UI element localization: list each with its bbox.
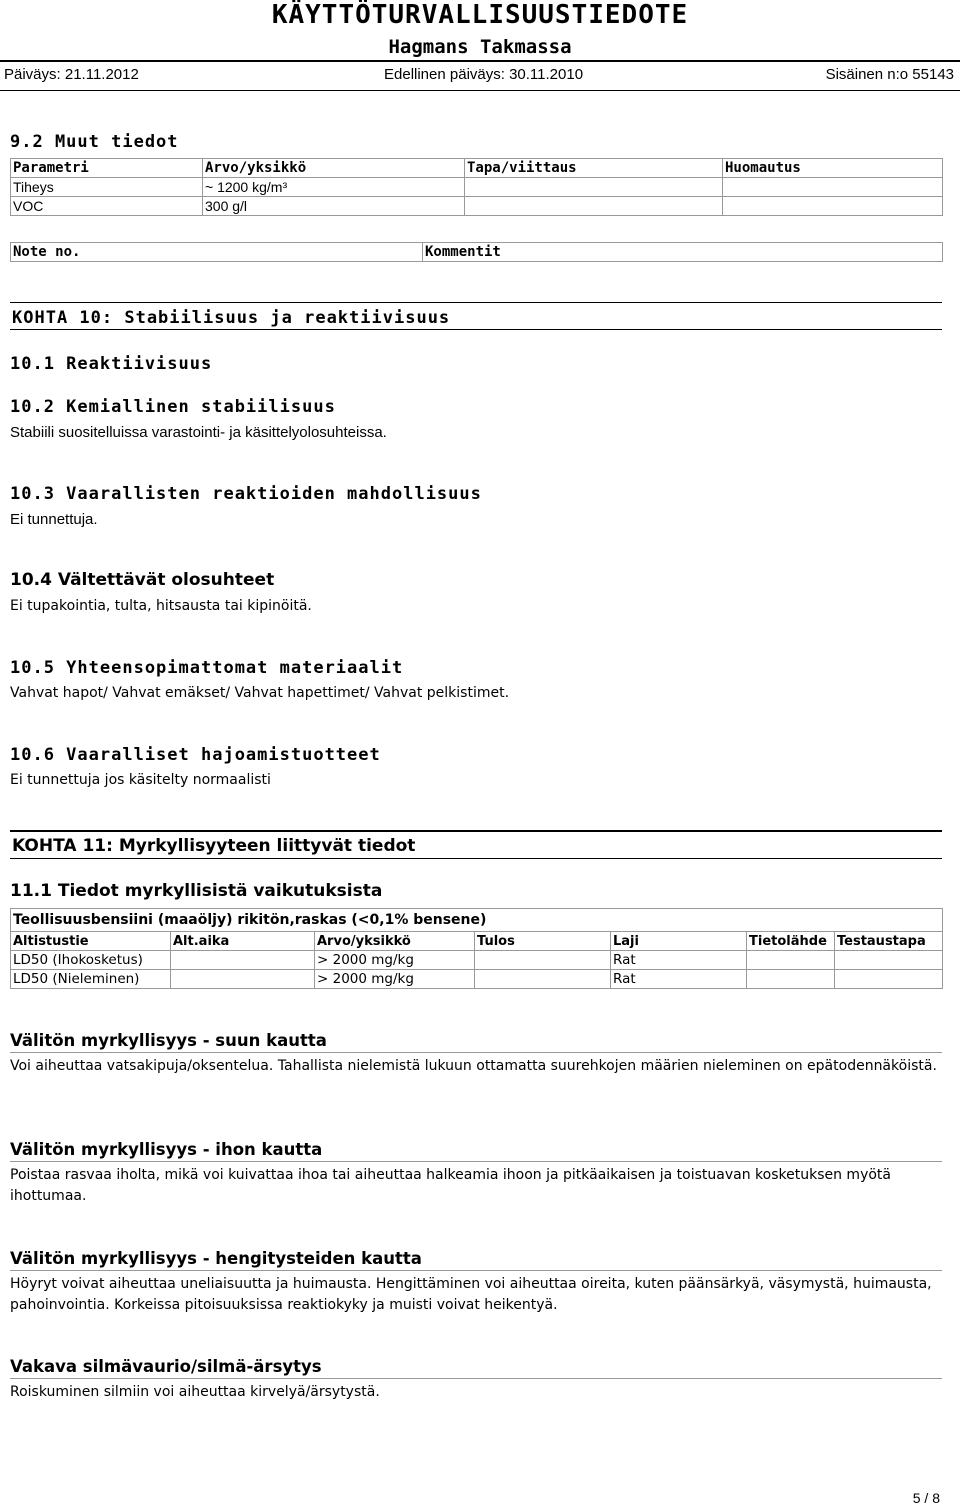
subsection-heading: 10.1 Reaktiivisuus	[10, 354, 213, 374]
table-header-row	[11, 932, 943, 951]
internal-number: Sisäinen n:o 55143	[825, 66, 954, 83]
oral-toxicity-text: Voi aiheuttaa vatsakipuja/oksentelua. Tahallista nielemistä lukuun ottamatta suurehkojen määrien nieleminen on epätodennäköistä.	[10, 1058, 937, 1074]
decomposition-text: Ei tunnettuja jos käsitelty normaalisti	[10, 772, 271, 788]
col-header: Alt.aika	[171, 932, 315, 951]
toxicity-table	[10, 908, 943, 989]
subsection-heading: 10.4 Vältettävät olosuhteet	[10, 570, 275, 590]
col-header: Arvo/yksikkö	[315, 932, 475, 951]
table-cell: > 2000 mg/kg	[315, 951, 475, 970]
eye-damage-text: Roiskuminen silmiin voi aiheuttaa kirvelyä/ärsytystä.	[10, 1384, 380, 1400]
table-cell	[747, 970, 835, 989]
subsection-heading: 11.1 Tiedot myrkyllisistä vaikutuksista	[10, 881, 383, 901]
section-divider	[10, 858, 942, 859]
table-cell	[723, 178, 943, 197]
conditions-text: Ei tupakointia, tulta, hitsausta tai kipinöitä.	[10, 598, 312, 614]
stability-text: Stabiili suositelluissa varastointi- ja käsittelyolosuhteissa.	[10, 424, 387, 441]
subsection-heading: 10.6 Vaaralliset hajoamistuotteet	[10, 745, 381, 765]
note-table	[10, 242, 943, 262]
table-cell: LD50 (Nieleminen)	[11, 970, 171, 989]
section-11-heading: KOHTA 11: Myrkyllisyyteen liittyvät tiedot	[12, 836, 416, 856]
table-row	[11, 197, 943, 216]
inhalation-toxicity-text: Höyryt voivat aiheuttaa uneliaisuutta ja huimausta. Hengittäminen voi aiheuttaa oireita, kuten päänsärkyä, väsymystä, huimausta, pahoinvointia. Korkeissa pitoisuuksissa reaktiokyky ja muisti voivat heikentyä.	[10, 1276, 932, 1313]
heading-underline	[10, 1052, 942, 1053]
dermal-toxicity-heading: Välitön myrkyllisyys - ihon kautta	[10, 1140, 323, 1159]
table-cell	[835, 951, 943, 970]
comments-header: Kommentit	[423, 243, 943, 262]
header-divider-bottom	[0, 90, 960, 91]
product-name: Hagmans Takmassa	[388, 36, 572, 58]
table-row	[11, 970, 943, 989]
document-title: KÄYTTÖTURVALLISUUSTIEDOTE	[271, 0, 689, 30]
incompatible-materials-text: Vahvat hapot/ Vahvat emäkset/ Vahvat hapettimet/ Vahvat pelkistimet.	[10, 685, 510, 701]
table-cell	[475, 951, 611, 970]
issue-date: Päiväys: 21.11.2012	[4, 66, 139, 83]
subsection-heading: 10.3 Vaarallisten reaktioiden mahdollisuus	[10, 484, 482, 504]
substance-caption: Teollisuusbensiini (maaöljy) rikitön,raskas (<0,1% bensene)	[11, 909, 943, 932]
heading-underline	[10, 1378, 942, 1379]
table-cell: > 2000 mg/kg	[315, 970, 475, 989]
subsection-heading: 10.5 Yhteensopimattomat materiaalit	[10, 658, 404, 678]
col-header: Laji	[611, 932, 747, 951]
page-number: 5 / 8	[912, 1490, 940, 1506]
dermal-toxicity-text: Poistaa rasvaa iholta, mikä voi kuivattaa ihoa tai aiheuttaa halkeamia ihoon ja pitkäaikaisen ja toistuavan kosketuksen myötä ihottumaa.	[10, 1167, 891, 1204]
previous-date: Edellinen päiväys: 30.11.2010	[384, 66, 584, 83]
subsection-heading: 10.2 Kemiallinen stabiilisuus	[10, 397, 336, 417]
table-cell	[465, 197, 723, 216]
section-9-2-heading: 9.2 Muut tiedot	[10, 132, 179, 152]
table-cell	[171, 951, 315, 970]
table-cell: 300 g/l	[203, 197, 465, 216]
note-no-header: Note no.	[11, 243, 423, 262]
table-row	[11, 178, 943, 197]
oral-toxicity-heading: Välitön myrkyllisyys - suun kautta	[10, 1031, 327, 1050]
section-divider	[10, 329, 942, 330]
table-cell: Rat	[611, 970, 747, 989]
table-cell: ~ 1200 kg/m³	[203, 178, 465, 197]
table-cell	[465, 178, 723, 197]
table-cell: Tiheys	[11, 178, 203, 197]
table-cell	[475, 970, 611, 989]
table-header-row	[11, 159, 943, 178]
table-row	[11, 951, 943, 970]
table-cell: Rat	[611, 951, 747, 970]
col-header: Tietolähde	[747, 932, 835, 951]
other-info-table	[10, 158, 943, 216]
heading-underline	[10, 1161, 942, 1162]
table-cell	[747, 951, 835, 970]
hazardous-reactions-text: Ei tunnettuja.	[10, 511, 98, 528]
table-cell	[723, 197, 943, 216]
table-cell: VOC	[11, 197, 203, 216]
section-10-heading: KOHTA 10: Stabiilisuus ja reaktiivisuus	[12, 308, 451, 328]
col-header: Tapa/viittaus	[465, 159, 723, 178]
header-divider	[0, 60, 960, 62]
col-header: Parametri	[11, 159, 203, 178]
section-divider	[10, 830, 942, 832]
heading-underline	[10, 1270, 942, 1271]
eye-damage-heading: Vakava silmävaurio/silmä-ärsytys	[10, 1357, 322, 1376]
table-cell	[835, 970, 943, 989]
col-header: Arvo/yksikkö	[203, 159, 465, 178]
col-header: Huomautus	[723, 159, 943, 178]
col-header: Testaustapa	[835, 932, 943, 951]
col-header: Tulos	[475, 932, 611, 951]
section-divider	[10, 302, 942, 303]
table-cell	[171, 970, 315, 989]
col-header: Altistustie	[11, 932, 171, 951]
inhalation-toxicity-heading: Välitön myrkyllisyys - hengitysteiden kautta	[10, 1249, 422, 1268]
table-cell: LD50 (Ihokosketus)	[11, 951, 171, 970]
